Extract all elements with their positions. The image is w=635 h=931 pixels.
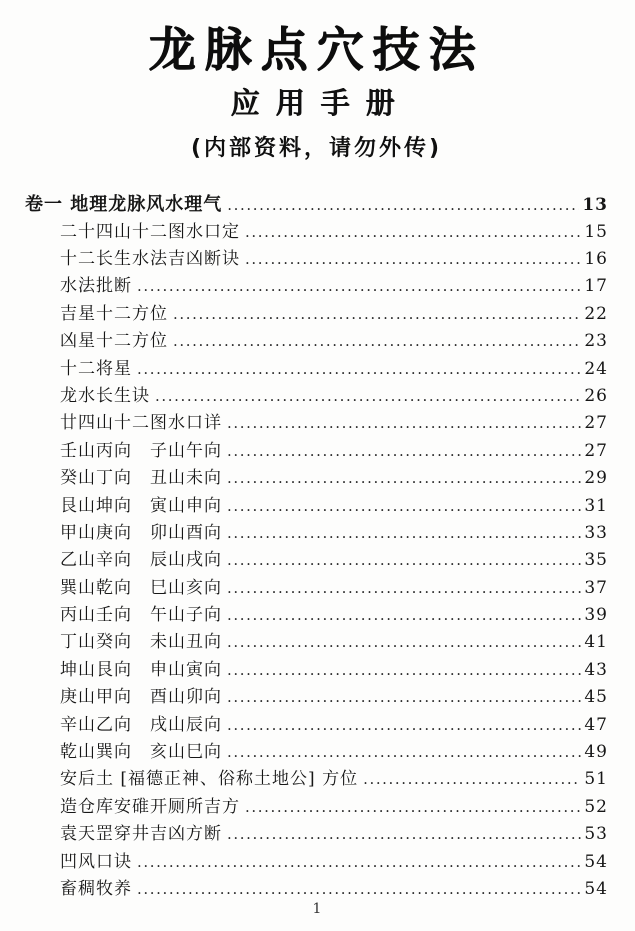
dot-leader [227,493,581,520]
toc-entry-page: 33 [584,522,608,543]
toc-entry-row [25,219,608,246]
dot-leader [245,219,581,246]
toc-entry-label: 凶星十二方位 [60,331,168,352]
toc-entry-page: 39 [584,605,608,626]
book-title: 龙脉点穴技法 [148,23,485,78]
toc-entry-row [25,438,608,465]
toc-entry-page: 22 [584,303,608,324]
dot-leader [227,602,581,629]
toc-entry-label: 艮山坤向 寅山申向 [60,495,222,516]
toc-entry-page: 37 [584,577,608,598]
dot-leader [227,465,581,492]
toc-entry-label: 二十四山十二图水口定 [60,221,240,242]
dot-leader [245,246,581,273]
toc-entry-row [25,821,608,848]
toc-entry-label: 吉星十二方位 [60,303,168,324]
toc-entry-label: 乙山辛向 辰山戌向 [60,550,222,571]
dot-leader [227,629,581,656]
toc-entry-row [25,328,608,355]
dot-leader [227,657,581,684]
toc-entry-label: 坤山艮向 申山寅向 [60,659,222,680]
toc-entry-row [25,657,608,684]
toc-entry-label: 十二将星 [60,358,132,379]
toc-entry-row [25,356,608,383]
toc-entry-label: 造仓库安碓开厕所吉方 [60,796,240,817]
toc-entry-page: 49 [584,742,608,763]
toc-entry-label: 乾山巽向 亥山巳向 [60,742,222,763]
toc-entry-page: 35 [584,550,608,571]
toc-chapter-row [25,191,608,218]
page-number: 1 [312,901,323,917]
toc-chapter-page: 13 [582,195,608,216]
toc-entry-row [25,629,608,656]
toc-entry-row [25,547,608,574]
toc-entry-page: 23 [584,331,608,352]
toc-entry-page: 52 [584,796,608,817]
dot-leader [227,438,581,465]
toc-entry-row [25,246,608,273]
dot-leader [137,876,581,903]
dot-leader [155,383,581,410]
toc-entry-page: 26 [584,385,608,406]
toc-entry-label: 畜稠牧养 [60,879,132,899]
toc-entry-label: 水法批断 [60,276,132,297]
toc-entry-page: 27 [584,413,608,434]
dot-leader [227,547,581,574]
toc-entry-label: 庚山甲向 酉山卯向 [60,687,222,708]
toc-entry-row [25,876,608,903]
toc-entry-label: 壬山丙向 子山午向 [60,440,222,461]
toc-chapter-label: 卷一 地理龙脉风水理气 [25,194,223,216]
dot-leader [137,849,581,876]
toc-entry-row [25,712,608,739]
toc-entry-row [25,383,608,410]
toc-entry-page: 41 [584,632,608,653]
toc-entry-label: 辛山乙向 戌山辰向 [60,714,222,735]
dot-leader [227,712,581,739]
dot-leader [173,328,581,355]
toc-entry-label: 癸山丁向 丑山未向 [60,468,222,489]
toc-entry-label: 巽山乾向 巳山亥向 [60,577,222,598]
dot-leader [245,794,581,821]
toc-entry-page: 24 [584,358,608,379]
book-subtitle: 应用手册 [230,86,411,121]
dot-leader [173,301,581,328]
toc-entry-page: 27 [584,440,608,461]
toc-entry-row [25,684,608,711]
toc-entry-page: 51 [584,769,608,790]
toc-entry-page: 54 [584,851,608,872]
toc-entry-label: 安后土 [福德正神、俗称土地公] 方位 [60,769,359,790]
dot-leader [227,684,581,711]
toc-entry-page: 15 [584,221,608,242]
toc-entry-label: 丙山壬向 午山子向 [60,605,222,626]
toc-entry-page: 31 [584,495,608,516]
toc-entry-row [25,301,608,328]
toc-entry-page: 43 [584,659,608,680]
toc-entry-page: 45 [584,687,608,708]
toc-entry-row [25,493,608,520]
dot-leader [363,766,581,793]
toc-entry-row [25,794,608,821]
toc-entry-row [25,273,608,300]
toc-entry-row [25,766,608,793]
confidential-notice: (内部资料，请勿外传) [190,136,443,162]
toc-entry-label: 凹风口诀 [60,851,132,872]
toc-entry-label: 十二长生水法吉凶断诀 [60,249,240,270]
toc-entry-row [25,520,608,547]
dot-leader [137,273,581,300]
toc-entry-label: 甲山庚向 卯山酉向 [60,522,222,543]
dot-leader [227,575,581,602]
toc-entry-page: 29 [584,468,608,489]
toc-entry-page: 54 [584,879,608,899]
toc-entry-row [25,410,608,437]
toc-entry-row [25,849,608,876]
toc-entry-row [25,739,608,766]
dot-leader [227,410,581,437]
dot-leader [137,356,581,383]
toc-entry-page: 16 [584,249,608,270]
toc-entry-page: 47 [584,714,608,735]
toc-entry-page: 53 [584,824,608,845]
dot-leader [227,520,581,547]
toc-entry-label: 廿四山十二图水口详 [60,413,222,434]
toc-entry-row [25,602,608,629]
dot-leader [227,821,581,848]
toc-entry-row [25,465,608,492]
toc-entry-label: 丁山癸向 未山丑向 [60,632,222,653]
dot-leader [227,739,581,766]
toc-entry-page: 17 [584,276,608,297]
toc-entry-row [25,575,608,602]
toc-entry-label: 袁天罡穿井吉凶方断 [60,824,222,845]
table-of-contents [25,191,608,903]
dot-leader [227,191,579,219]
toc-entry-label: 龙水长生诀 [60,385,150,406]
